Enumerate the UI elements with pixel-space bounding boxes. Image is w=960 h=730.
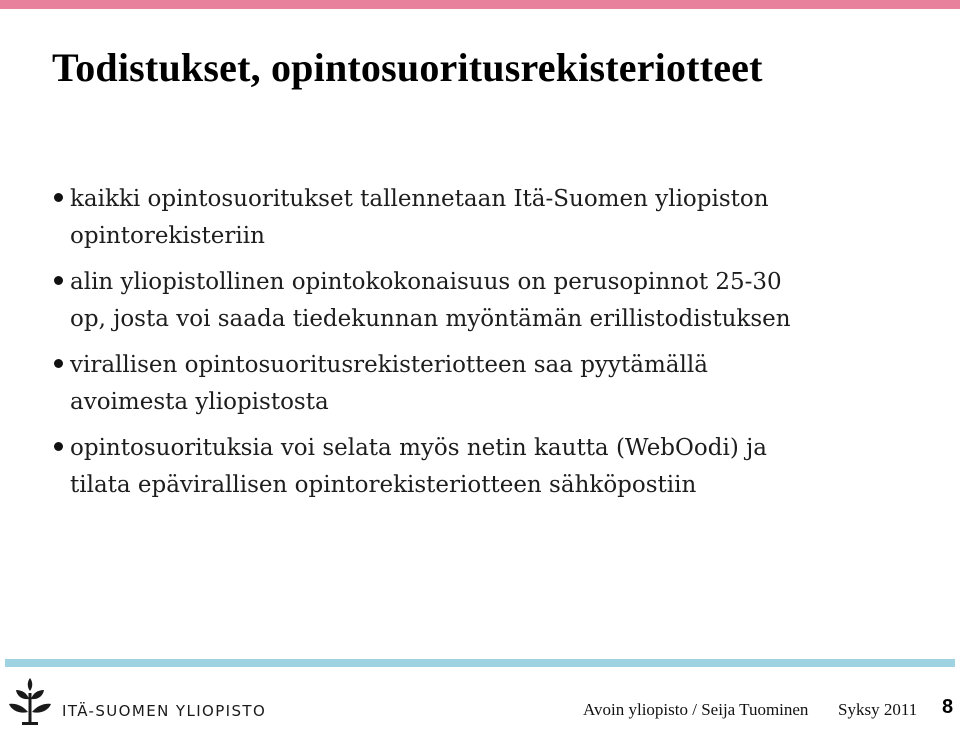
footer-season: Syksy 2011 xyxy=(838,700,918,719)
bullet-text-line: op, josta voi saada tiedekunnan myöntämän erillistodistuksen xyxy=(70,306,791,332)
bullet-dot-icon xyxy=(54,276,63,285)
bullet-text-line: opintorekisteriin xyxy=(70,223,265,249)
bullet-text-line: alin yliopistollinen opintokokonaisuus on perusopinnot 25-30 xyxy=(70,269,782,295)
page-number: 8 xyxy=(942,696,954,718)
footer-author: Avoin yliopisto / Seija Tuominen xyxy=(583,700,809,719)
bullet-list xyxy=(52,181,932,513)
bullet-text-line: avoimesta yliopistosta xyxy=(70,389,329,415)
bullet-item xyxy=(52,347,932,421)
university-leaf-logo-icon xyxy=(8,676,52,726)
slide-title: Todistukset, opintosuoritusrekisteriotteet xyxy=(52,45,763,90)
bottom-accent-bar xyxy=(5,659,955,667)
footer-university-name: ITÄ-SUOMEN YLIOPISTO xyxy=(62,702,267,720)
bullet-dot-icon xyxy=(54,442,63,451)
bullet-item xyxy=(52,264,932,338)
bullet-text-line: tilata epävirallisen opintorekisteriotteen sähköpostiin xyxy=(70,472,697,498)
bullet-item xyxy=(52,181,932,255)
bullet-dot-icon xyxy=(54,359,63,368)
bullet-text-line: virallisen opintosuoritusrekisteriotteen saa pyytämällä xyxy=(70,352,708,378)
bullet-dot-icon xyxy=(54,193,63,202)
top-accent-bar xyxy=(0,0,960,9)
bullet-text-line: kaikki opintosuoritukset tallennetaan Itä-Suomen yliopiston xyxy=(70,186,769,212)
bullet-item xyxy=(52,430,932,504)
bullet-text-line: opintosuorituksia voi selata myös netin kautta (WebOodi) ja xyxy=(70,435,767,461)
